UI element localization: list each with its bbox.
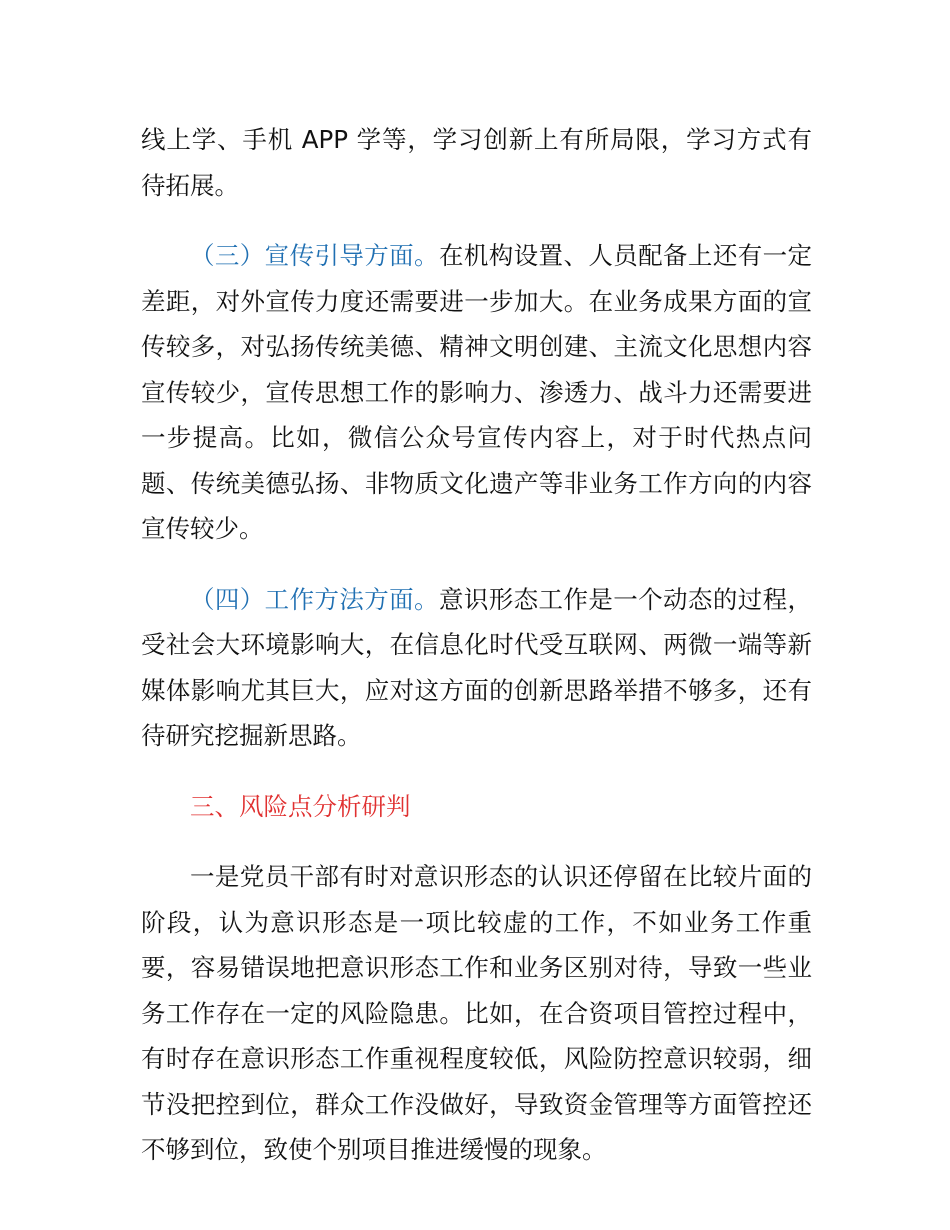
- paragraph-publicity-body: 在机构设置、人员配备上还有一定差距，对外宣传力度还需要进一步加大。在业务成果方面的宣传较多，对弘扬传统美德、精神文明创建、主流文化思想内容宣传较少，宣传思想工作的影响力、渗透力、战斗力还需要进一步提高。比如，微信公众号宣传内容上，对于时代热点问题、传统美德弘扬、非物质文化遗产等非业务工作方向的内容宣传较少。: [141, 241, 813, 543]
- paragraph-publicity: [141, 233, 812, 552]
- paragraph-risk-one: 一是党员干部有时对意识形态的认识还停留在比较片面的阶段，认为意识形态是一项比较虚的工作，不如业务工作重要，容易错误地把意识形态工作和业务区别对待，导致一些业务工作存在一定的风险隐患。比如，在合资项目管控过程中，有时存在意识形态工作重视程度较低，风险防控意识较弱，细节没把控到位，群众工作没做好，导致资金管理等方面管控还不够到位，致使个别项目推进缓慢的现象。: [141, 862, 812, 1164]
- paragraph-continuation: 线上学、手机 APP 学等，学习创新上有所局限，学习方式有待拓展。: [141, 125, 812, 200]
- section-heading-risk: 三、风险点分析研判: [190, 791, 411, 821]
- paragraph-methods-body: 意识形态工作是一个动态的过程，受社会大环境影响大，在信息化时代受互联网、两微一端等新媒体影响尤其巨大，应对这方面的创新思路举措不够多，还有待研究挖掘新思路。: [141, 584, 813, 750]
- subheading-publicity: （三）宣传引导方面。: [190, 241, 439, 270]
- subheading-methods: （四）工作方法方面。: [190, 584, 439, 614]
- paragraph-methods: [141, 577, 812, 759]
